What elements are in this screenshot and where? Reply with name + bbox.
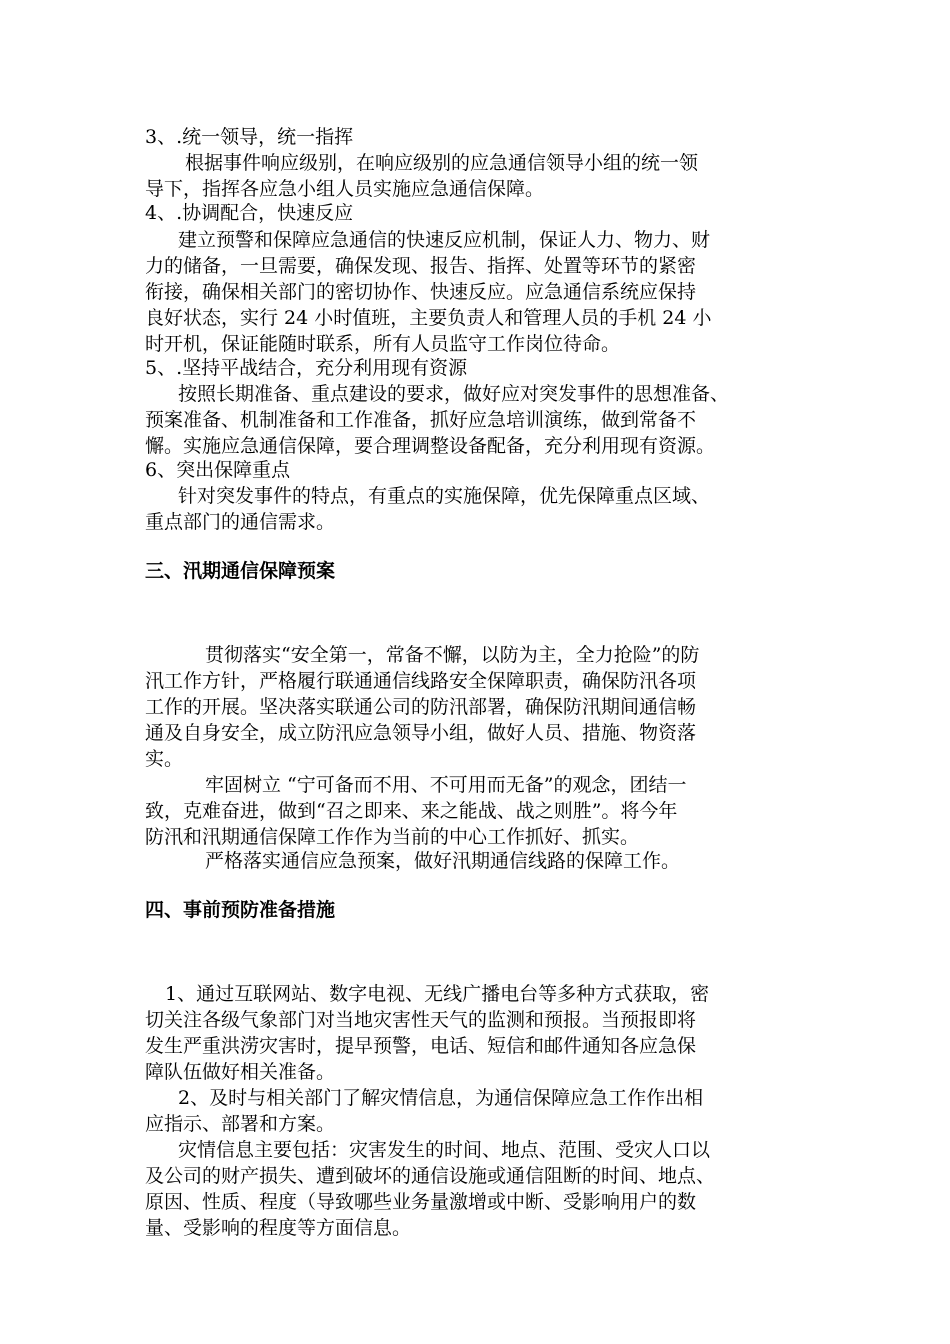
item-5-heading: 5、.坚持平战结合，充分利用现有资源 bbox=[145, 357, 468, 379]
section-four-paragraph-line: 障队伍做好相关准备。 bbox=[145, 1061, 336, 1083]
item-5-text-line: 懈。实施应急通信保障，要合理调整设备配备，充分利用现有资源。 bbox=[145, 435, 716, 457]
section-four-paragraph-line: 2、及时与相关部门了解灾情信息，为通信保障应急工作作出相 bbox=[178, 1087, 704, 1109]
item-4-text-line: 良好状态，实行 24 小时值班，主要负责人和管理人员的手机 24 小 bbox=[145, 307, 712, 329]
section-three-paragraph-line: 牢固树立 “宁可备而不用、不可用而无备”的观念，团结一 bbox=[205, 774, 687, 796]
section-four-paragraph-line: 发生严重洪涝灾害时，提早预警，电话、短信和邮件通知各应急保 bbox=[145, 1035, 697, 1057]
item-3-heading: 3、.统一领导，统一指挥 bbox=[145, 126, 354, 148]
item-6-text-line: 针对突发事件的特点，有重点的实施保障，优先保障重点区域、 bbox=[178, 485, 711, 507]
item-3-text-line: 根据事件响应级别，在响应级别的应急通信领导小组的统一领 bbox=[185, 152, 699, 174]
section-three-paragraph-line: 致，克难奋进，做到“召之即来、来之能战、战之则胜”。将今年 bbox=[145, 800, 678, 822]
section-three-paragraph-line: 实。 bbox=[145, 748, 184, 770]
section-four-paragraph-line: 量、受影响的程度等方面信息。 bbox=[145, 1217, 412, 1239]
item-6-text-line: 重点部门的通信需求。 bbox=[145, 511, 336, 533]
section-three-paragraph-line: 防汛和汛期通信保障工作作为当前的中心工作抓好、抓实。 bbox=[145, 826, 640, 848]
section-three-paragraph-line: 严格落实通信应急预案，做好汛期通信线路的保障工作。 bbox=[205, 850, 681, 872]
section-four-paragraph-line: 1、通过互联网站、数字电视、无线广播电台等多种方式获取，密 bbox=[165, 983, 710, 1005]
item-3-text-line: 导下，指挥各应急小组人员实施应急通信保障。 bbox=[145, 178, 545, 200]
item-4-text-line: 力的储备，一旦需要，确保发现、报告、指挥、处置等环节的紧密 bbox=[145, 255, 697, 277]
item-5-text-line: 预案准备、机制准备和工作准备，抓好应急培训演练，做到常备不 bbox=[145, 409, 697, 431]
item-6-heading: 6、突出保障重点 bbox=[145, 459, 291, 481]
item-4-heading: 4、.协调配合，快速反应 bbox=[145, 202, 354, 224]
section-three-paragraph-line: 通及自身安全，成立防汛应急领导小组，做好人员、措施、物资落 bbox=[145, 722, 697, 744]
section-four-paragraph-line: 切关注各级气象部门对当地灾害性天气的监测和预报。当预报即将 bbox=[145, 1009, 697, 1031]
section-four-paragraph-line: 应指示、部署和方案。 bbox=[145, 1113, 336, 1135]
section-three-paragraph-line: 汛工作方针，严格履行联通通信线路安全保障职责，确保防汛各项 bbox=[145, 670, 697, 692]
section-three-paragraph-line: 工作的开展。坚决落实联通公司的防汛部署，确保防汛期间通信畅 bbox=[145, 696, 697, 718]
section-four-paragraph-line: 原因、性质、程度（导致哪些业务量激增或中断、受影响用户的数 bbox=[145, 1191, 697, 1213]
section-three-paragraph-line: 贯彻落实“安全第一，常备不懈，以防为主，全力抢险”的防 bbox=[205, 644, 700, 666]
item-4-text-line: 建立预警和保障应急通信的快速反应机制，保证人力、物力、财 bbox=[178, 229, 711, 251]
section-four-title: 四、事前预防准备措施 bbox=[145, 899, 336, 921]
item-4-text-line: 时开机，保证能随时联系，所有人员监守工作岗位待命。 bbox=[145, 333, 621, 355]
section-four-paragraph-line: 灾情信息主要包括：灾害发生的时间、地点、范围、受灾人口以 bbox=[178, 1139, 711, 1161]
section-four-paragraph-line: 及公司的财产损失、遭到破坏的通信设施或通信阻断的时间、地点、 bbox=[145, 1165, 716, 1187]
item-5-text-line: 按照长期准备、重点建设的要求，做好应对突发事件的思想准备、 bbox=[178, 383, 730, 405]
section-three-title: 三、汛期通信保障预案 bbox=[145, 560, 336, 582]
item-4-text-line: 衔接，确保相关部门的密切协作、快速反应。应急通信系统应保持 bbox=[145, 281, 697, 303]
